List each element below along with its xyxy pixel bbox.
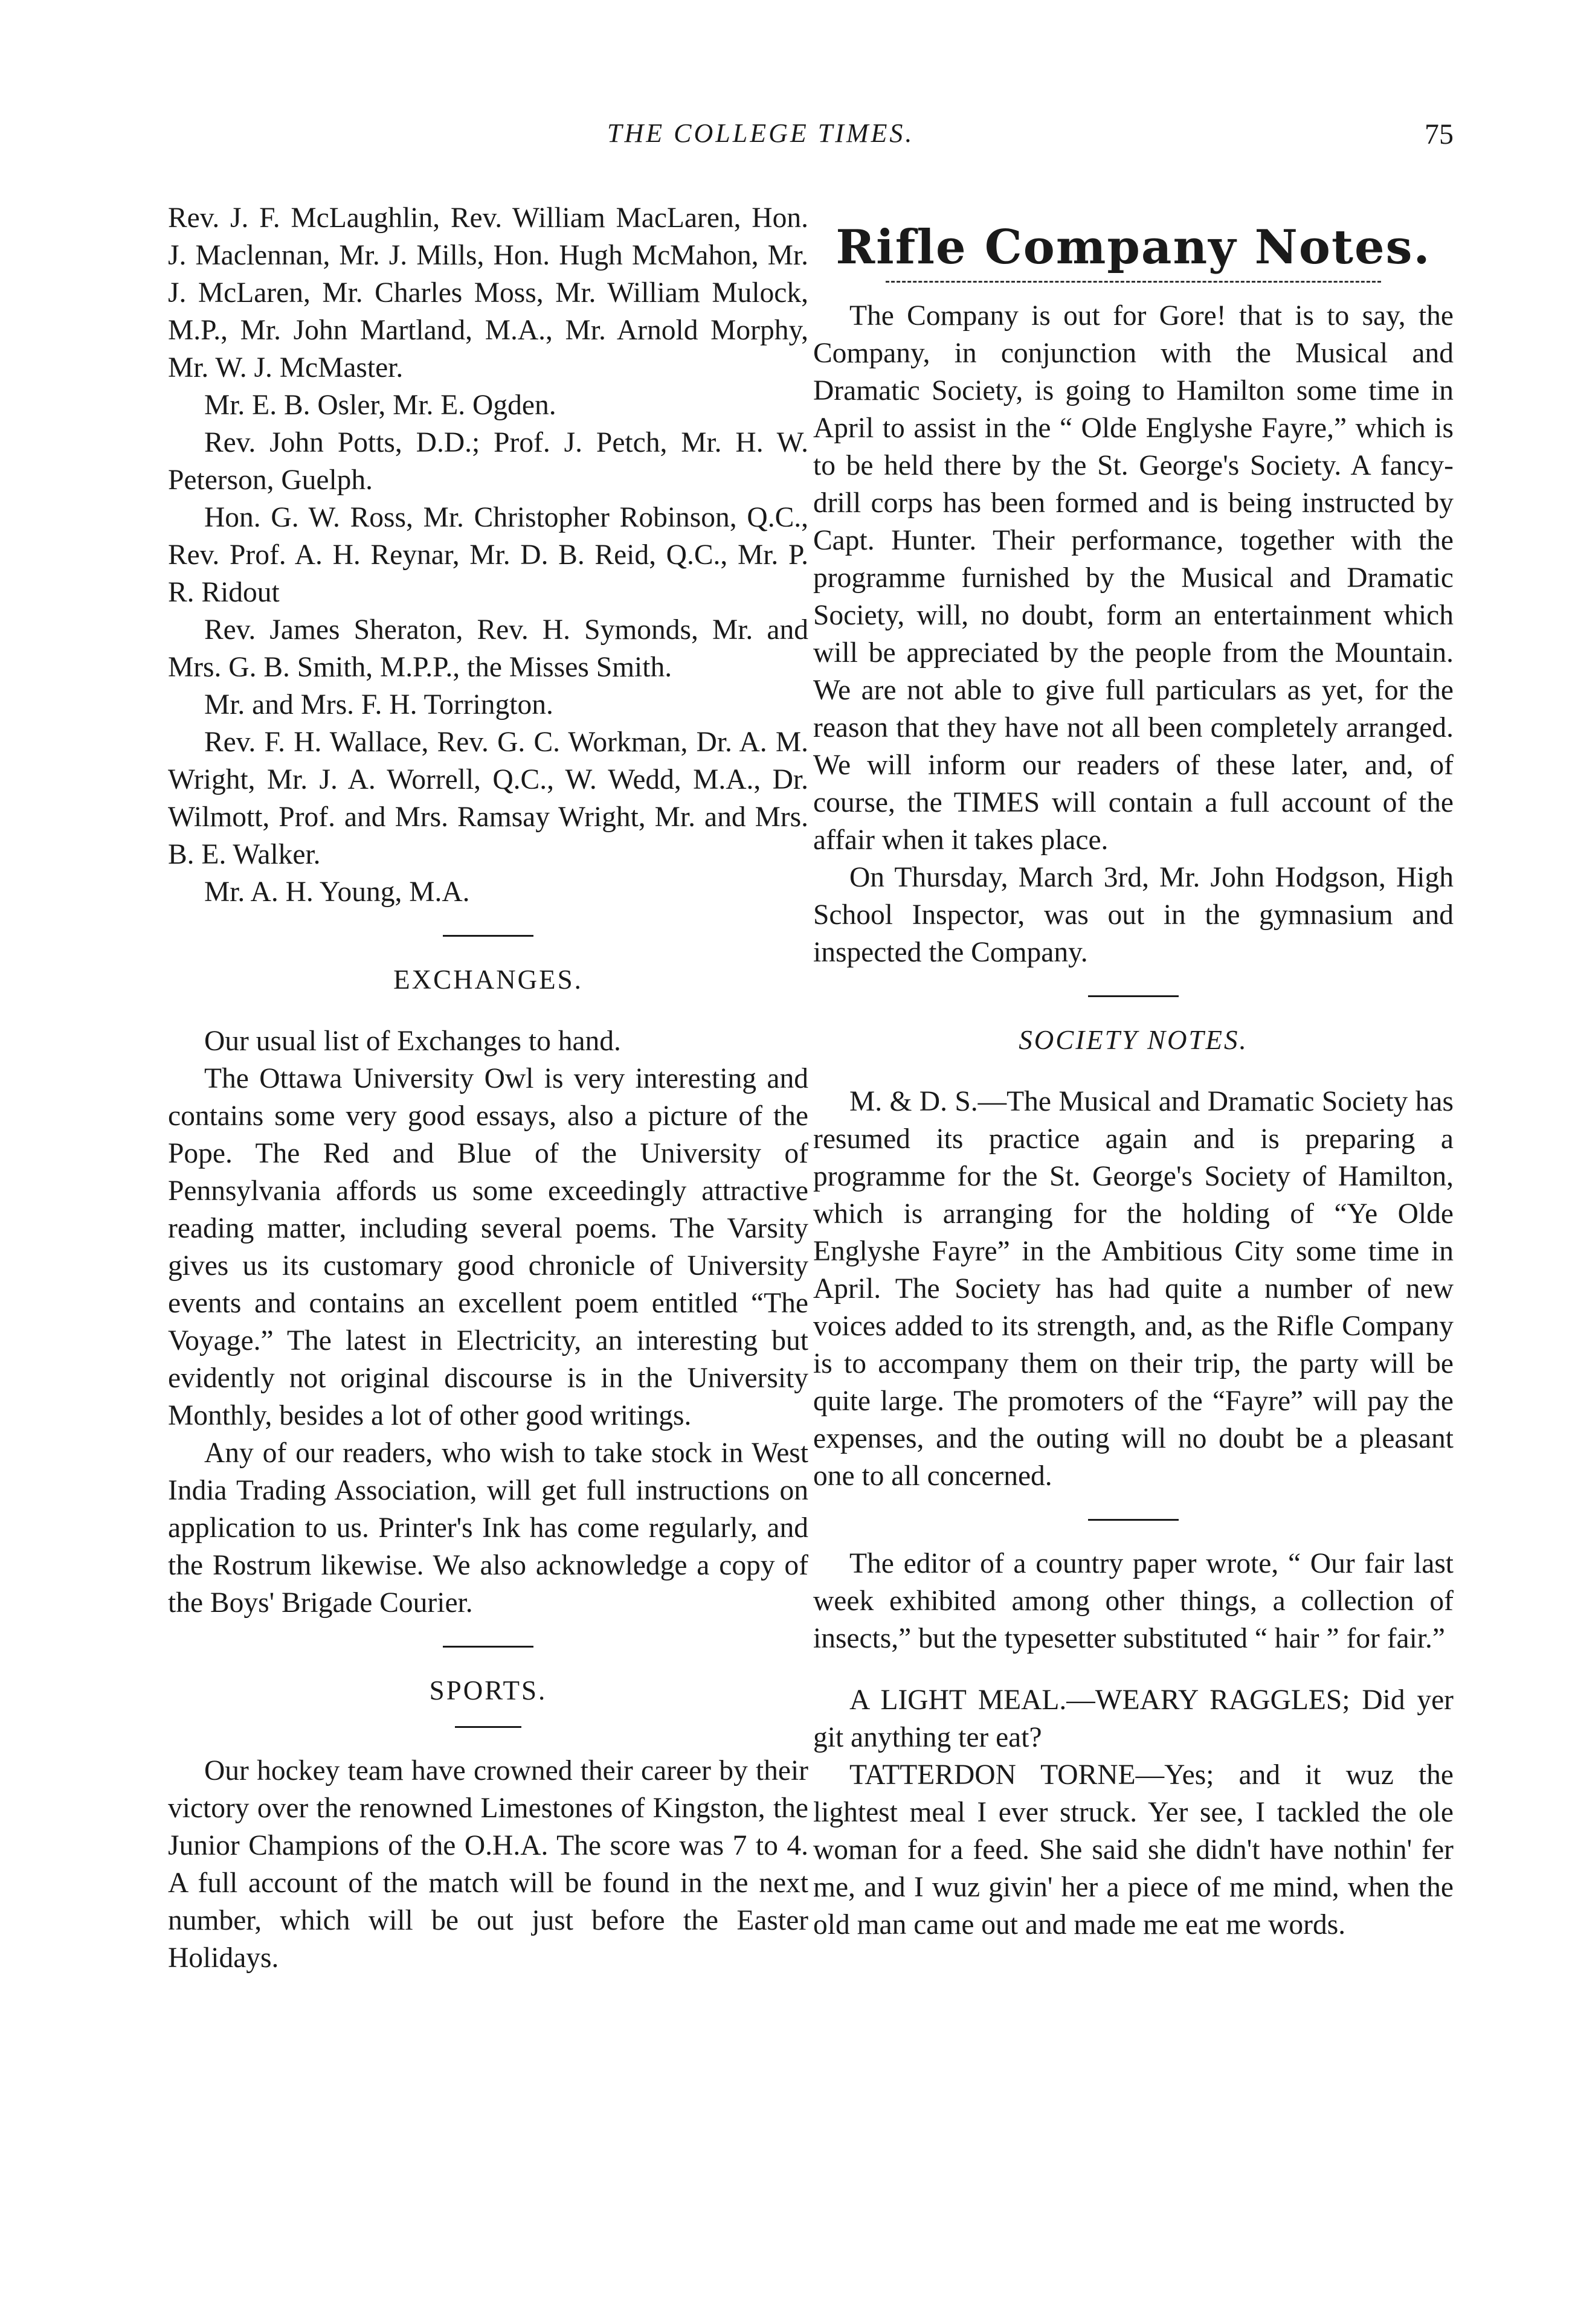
section-divider [1088, 995, 1179, 997]
guest-list-paragraph: Rev. James Sheraton, Rev. H. Symonds, Mr. and Mrs. G. B. Smith, M.P.P., the Misses Smith. [168, 614, 808, 683]
light-meal-paragraph: A LIGHT MEAL.—WEARY RAGGLES; Did yer git anything ter eat? [813, 1684, 1454, 1753]
running-title: THE COLLEGE TIMES. [607, 118, 915, 148]
spacer [168, 998, 808, 1022]
exchanges-paragraph: The Ottawa University Owl is very interesting and contains some very good essays, also a picture of the Pope. The Red and Blue of the University of Pennsylvania affords us some exceedingly attractive reading matter, including several poems. The Varsity gives us its customary good chronicle of University events and contains an excellent poem entitled “The Voyage.” The latest in Electricity, an interesting but evidently not original discourse is in the University Monthly, besides a lot of other good writings. [168, 1063, 808, 1431]
guest-list-paragraph: Rev. J. F. McLaughlin, Rev. William MacLaren, Hon. J. Maclennan, Mr. J. Mills, Hon. Hugh McMahon, Mr. J. McLaren, Mr. Charles Moss, Mr. William Mulock, M.P., Mr. John Martland, M.A., Mr. Arnold Morphy, Mr. W. J. McMaster. [168, 202, 808, 384]
society-notes-heading: SOCIETY NOTES. [1019, 1025, 1248, 1055]
rifle-paragraph: The Company is out for Gore! that is to say, the Company, in conjunction with the Musical and Dramatic Society, is going to Hamilton some time in April to assist in the “ Olde Englyshe Fayre,” which is to be held there by the St. George's Society. A fancy-drill corps has been formed and is being instructed by Capt. Hunter. Their performance, together with the programme furnished by the Musical and Dramatic Society, will, no doubt, form an entertainment which will be appreciated by the people from the Mountain. We are not able to give full particulars as yet, for the reason that they have not all been completely arranged. We will inform our readers of these later, and, of course, the TIMES will contain a full account of the affair when it takes place. [813, 300, 1454, 856]
right-column [813, 220, 1454, 1944]
section-divider [443, 935, 533, 937]
sports-heading: SPORTS. [429, 1675, 547, 1706]
left-column [168, 199, 808, 1977]
guest-list-paragraph: Mr. A. H. Young, M.A. [204, 876, 470, 908]
guest-list-paragraph: Mr. and Mrs. F. H. Torrington. [204, 689, 553, 721]
exchanges-paragraph: Our usual list of Exchanges to hand. [204, 1026, 621, 1057]
exchanges-heading: EXCHANGES. [393, 965, 583, 995]
section-divider [443, 1646, 533, 1648]
page-number: 75 [1425, 118, 1454, 150]
rifle-paragraph: On Thursday, March 3rd, Mr. John Hodgson, High School Inspector, was out in the gymnasium and inspected the Company. [813, 862, 1454, 968]
guest-list-paragraph: Mr. E. B. Osler, Mr. E. Ogden. [204, 390, 556, 421]
section-divider [455, 1726, 521, 1728]
editor-anecdote: The editor of a country paper wrote, “ Our fair last week exhibited among other things, a collection of insects,” but the typesetter substituted “ hair ” for fair.” [813, 1548, 1454, 1654]
section-divider [1088, 1519, 1179, 1521]
guest-list-paragraph: Rev. John Potts, D.D.; Prof. J. Petch, Mr. H. W. Peterson, Guelph. [168, 427, 808, 496]
tatterdon-paragraph: TATTERDON TORNE—Yes; and it wuz the lightest meal I ever struck. Yer see, I tackled the ole woman for a feed. She said she didn't have nothin' fer me, and I wuz givin' her a piece of me mind, when the old man came out and made me eat me words. [813, 1759, 1454, 1940]
exchanges-paragraph: Any of our readers, who wish to take stock in West India Trading Association, will get full instructions on application to us. Printer's Ink has come regularly, and the Rostrum likewise. We also acknowledge a copy of the Boys' Brigade Courier. [168, 1437, 808, 1619]
sports-paragraph: Our hockey team have crowned their career by their victory over the renowned Limestones of Kingston, the Junior Champions of the O.H.A. The score was 7 to 4. A full account of the match will be found in the next number, which will be out just before the Easter Holidays. [168, 1755, 808, 1974]
rifle-company-heading: Rifle Company Notes. [836, 220, 1431, 275]
guest-list-paragraph: Rev. F. H. Wallace, Rev. G. C. Workman, Dr. A. M. Wright, Mr. J. A. Worrell, Q.C., W. Wedd, M.A., Dr. Wilmott, Prof. and Mrs. Ramsay Wright, Mr. and Mrs. B. E. Walker. [168, 727, 808, 870]
guest-list-paragraph: Hon. G. W. Ross, Mr. Christopher Robinson, Q.C., Rev. Prof. A. H. Reynar, Mr. D. B. Reid, Q.C., Mr. P. R. Ridout [168, 502, 808, 608]
spacer [813, 1657, 1454, 1681]
spacer [813, 1059, 1454, 1083]
heading-underline [886, 281, 1381, 283]
society-paragraph: M. & D. S.—The Musical and Dramatic Society has resumed its practice again and is preparing a programme for the St. George's Society of Hamilton, which is arranging for the holding of “Ye Olde Englyshe Fayre” in the Ambitious City some time in April. The Society has had quite a number of new voices added to its strength, and, as the Rifle Company is to accompany them on their trip, the party will be quite large. The promoters of the “Fayre” will pay the expenses, and the outing will no doubt be a pleasant one to all concerned. [813, 1086, 1454, 1492]
